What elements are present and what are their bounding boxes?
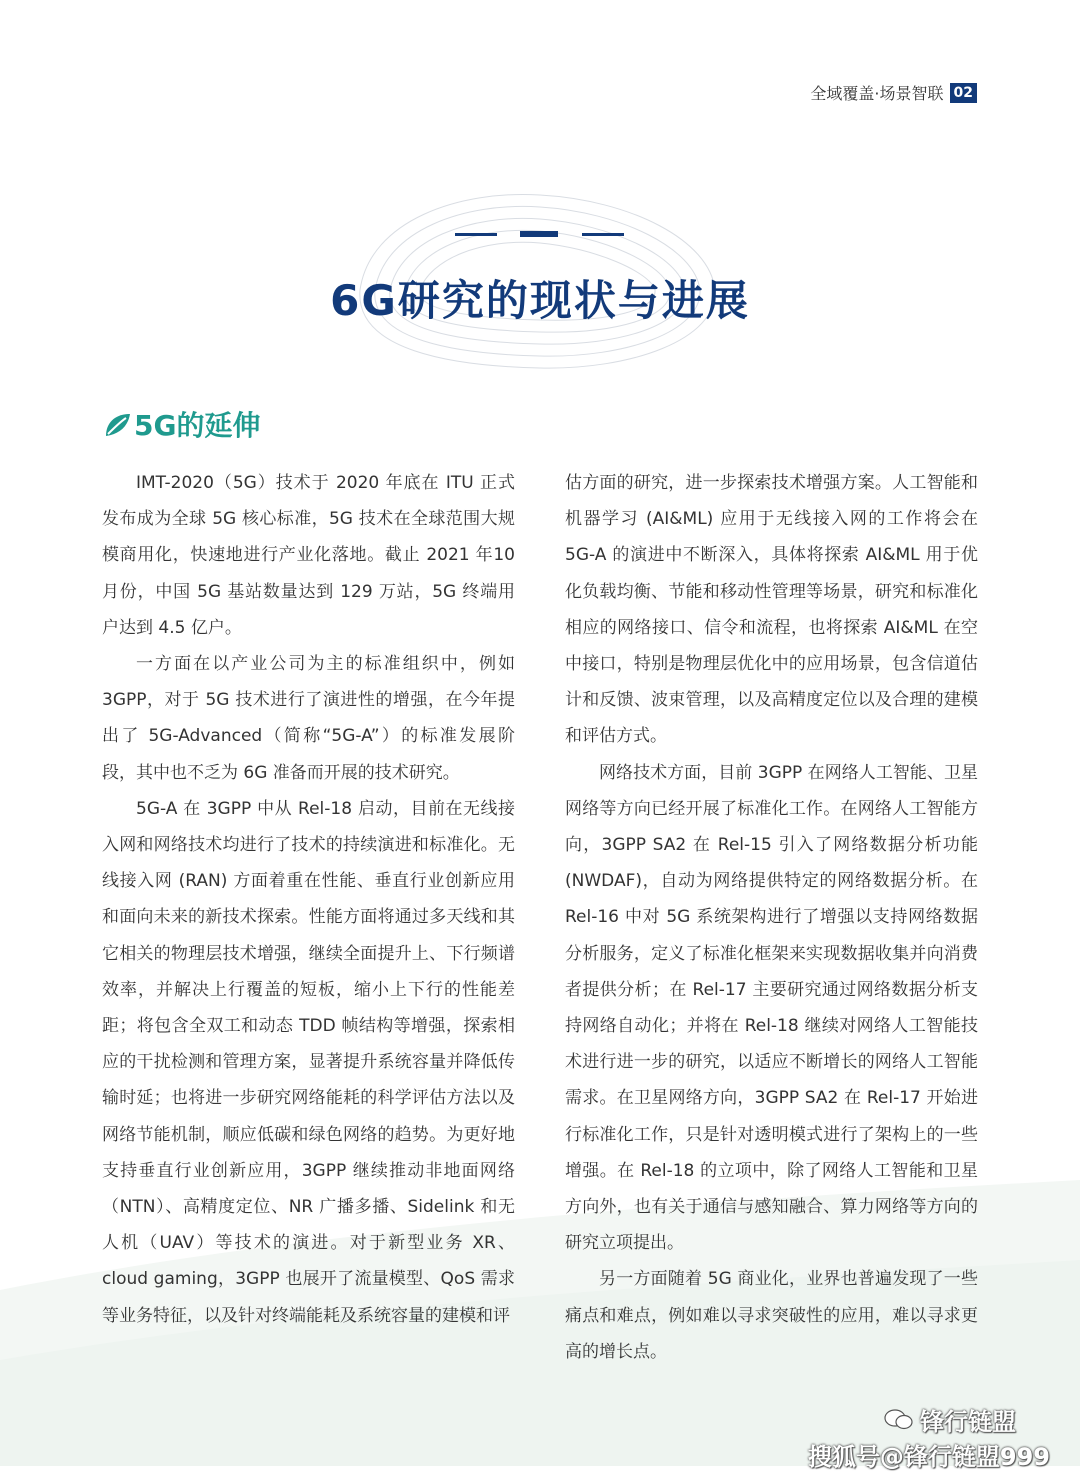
paragraph: 网络技术方面，目前 3GPP 在网络人工智能、卫星网络等方向已经开展了标准化工作。在网络人工智能方向，3GPP SA2 在 Rel-15 引入了网络数据分析功能 (NWDAF)，自动为网络提供特定的网络数据分析。在 Rel-16 中对 5G 系统架构进行了增强以支持网络数据分析服务，定义了标准化框架来实现数据收集并向消费者提供分析；在 Rel-17 主要研究通过网络数据分析支持网络自动化；并将在 Rel-18 继续对网络人工智能技术进行进一步的研究，以适应不断增长的网络人工智能需求。在卫星网络方向，3GPP SA2 在 Rel-17 开始进行标准化工作，只是针对透明模式进行了架构上的一些增强。在 Rel-18 的立项中，除了网络人工智能和卫星方向外，也有关于通信与感知融合、算力网络等方向的研究立项提出。 xyxy=(565,762,978,1254)
wechat-icon xyxy=(884,1408,914,1432)
header-text: 全域覆盖·场景智联 xyxy=(810,84,944,103)
watermark-brand: 锋行链盟 xyxy=(920,1408,1016,1436)
paragraph: 一方面在以产业公司为主的标准组织中，例如 3GPP，对于 5G 技术进行了演进性的增强，在今年提出了 5G-Advanced（简称“5G-A”）的标准发展阶段，其中也不乏为 6G 准备而开展的技术研究。 xyxy=(102,654,515,783)
paragraph: IMT-2020（5G）技术于 2020 年底在 ITU 正式发布成为全球 5G 核心标准，5G 技术在全球范围大规模商用化，快速地进行产业化落地。截止 2021 年10 月份，中国 5G 基站数量达到 129 万站，5G 终端用户达到 4.5 亿户。 xyxy=(102,473,515,638)
section-title: 5G的延伸 xyxy=(134,409,261,442)
watermark-source: 搜狐号@锋行链盟999 xyxy=(807,1443,1050,1471)
section-heading xyxy=(102,404,260,444)
title-dash-right xyxy=(582,233,624,236)
left-column xyxy=(102,465,515,1334)
paragraph: 5G-A 在 3GPP 中从 Rel-18 启动，目前在无线接入网和网络技术均进行了技术的持续演进和标准化。无线接入网 (RAN) 方面着重在性能、垂直行业创新应用和面向未来的新技术探索。性能方面将通过多天线和其它相关的物理层技术增强，继续全面提升上、下行频谱效率，并解决上行覆盖的短板，缩小上下行的性能差距；将包含全双工和动态 TDD 帧结构等增强，探索相应的干扰检测和管理方案，显著提升系统容量并降低传输时延；也将进一步研究网络能耗的科学评估方法以及网络节能机制，顺应低碳和绿色网络的趋势。为更好地支持垂直行业创新应用，3GPP 继续推动非地面网络（NTN）、高精度定位、NR 广播多播、Sidelink 和无人机（UAV）等技术的演进。对于新型业务 XR、cloud gaming，3GPP 也展开了流量模型、QoS 需求等业务特征，以及针对终端能耗及系统容量的建模和评 xyxy=(102,798,515,1326)
title-dash-center xyxy=(520,231,558,237)
watermark xyxy=(808,1402,1050,1472)
title-dash-left xyxy=(455,233,497,236)
right-column xyxy=(565,465,978,1370)
leaf-icon xyxy=(102,406,134,442)
page-title: 6G研究的现状与进展 xyxy=(330,276,750,325)
paragraph: 另一方面随着 5G 商业化，业界也普遍发现了一些痛点和难点，例如难以寻求突破性的应用，难以寻求更高的增长点。 xyxy=(565,1269,978,1362)
paragraph-continued: 估方面的研究，进一步探索技术增强方案。人工智能和机器学习 (AI&ML) 应用于无线接入网的工作将会在 5G-A 的演进中不断深入，具体将探索 AI&ML 用于优化负载均衡、节能和移动性管理等场景，研究和标准化相应的网络接口、信令和流程，也将探索 AI&ML 在空中接口，特别是物理层优化中的应用场景，包含信道估计和反馈、波束管理，以及高精度定位以及合理的建模和评估方式。 xyxy=(565,473,978,747)
page-number: 02 xyxy=(950,83,977,103)
page-header xyxy=(810,81,977,104)
